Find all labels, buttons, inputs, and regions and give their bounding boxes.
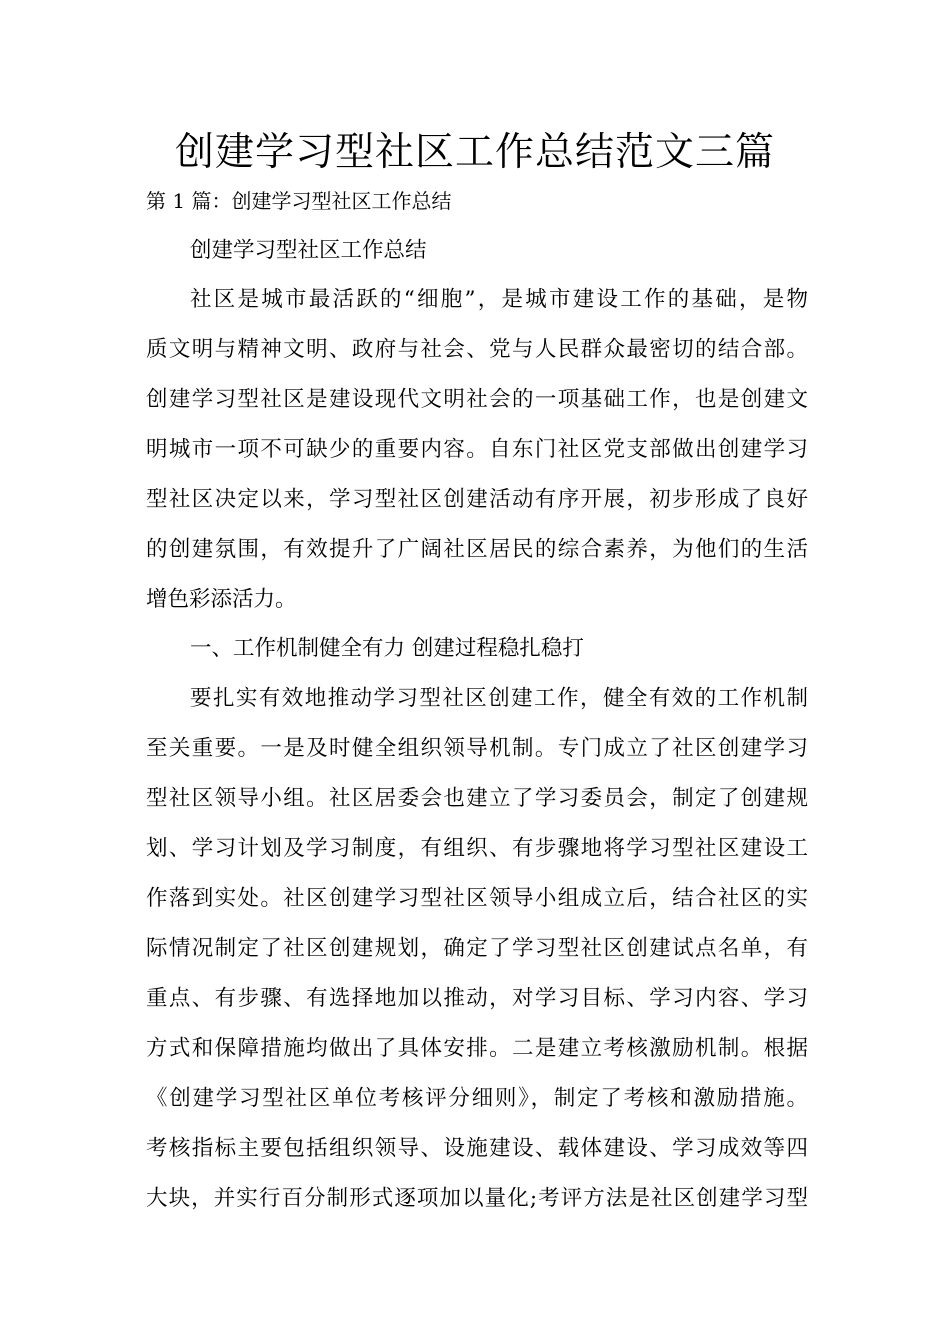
paragraph-line: 大块，并实行百分制形式逐项加以量化;考评方法是社区创建学习型 (146, 1186, 808, 1211)
paragraph-line: 型社区领导小组。社区居委会也建立了学习委员会，制定了创建规 (146, 786, 808, 811)
section-heading: 一、工作机制健全有力 创建过程稳扎稳打 (190, 636, 584, 661)
paragraph-line: 际情况制定了社区创建规划，确定了学习型社区创建试点名单，有 (146, 936, 808, 961)
section-heading: 创建学习型社区工作总结 (190, 238, 427, 263)
paragraph-line: 《创建学习型社区单位考核评分细则》，制定了考核和激励措施。 (146, 1086, 808, 1111)
paragraph-line: 增色彩添活力。 (146, 587, 297, 612)
paragraph-line: 考核指标主要包括组织领导、设施建设、载体建设、学习成效等四 (146, 1136, 808, 1161)
paragraph-line: 的创建氛围，有效提升了广阔社区居民的综合素养，为他们的生活 (146, 537, 808, 562)
paragraph-line: 方式和保障措施均做出了具体安排。二是建立考核激励机制。根据 (146, 1036, 808, 1061)
paragraph-line: 划、学习计划及学习制度，有组织、有步骤地将学习型社区建设工 (146, 836, 808, 861)
paragraph-line: 质文明与精神文明、政府与社会、党与人民群众最密切的结合部。 (146, 337, 808, 362)
paragraph-line: 至关重要。一是及时健全组织领导机制。专门成立了社区创建学习 (146, 736, 808, 761)
paragraph-line: 重点、有步骤、有选择地加以推动，对学习目标、学习内容、学习 (146, 986, 808, 1011)
document-title: 创建学习型社区工作总结范文三篇 (174, 130, 775, 175)
chapter-subtitle: 第 1 篇：创建学习型社区工作总结 (146, 189, 452, 213)
paragraph-line: 明城市一项不可缺少的重要内容。自东门社区党支部做出创建学习 (146, 437, 808, 462)
paragraph-line: 型社区决定以来，学习型社区创建活动有序开展，初步形成了良好 (146, 487, 808, 512)
paragraph-line: 要扎实有效地推动学习型社区创建工作，健全有效的工作机制 (190, 686, 808, 711)
paragraph-line: 创建学习型社区是建设现代文明社会的一项基础工作，也是创建文 (146, 387, 808, 412)
paragraph-line: 作落到实处。社区创建学习型社区领导小组成立后，结合社区的实 (146, 886, 808, 911)
paragraph-line: 社区是城市最活跃的“细胞”，是城市建设工作的基础，是物 (190, 287, 808, 312)
